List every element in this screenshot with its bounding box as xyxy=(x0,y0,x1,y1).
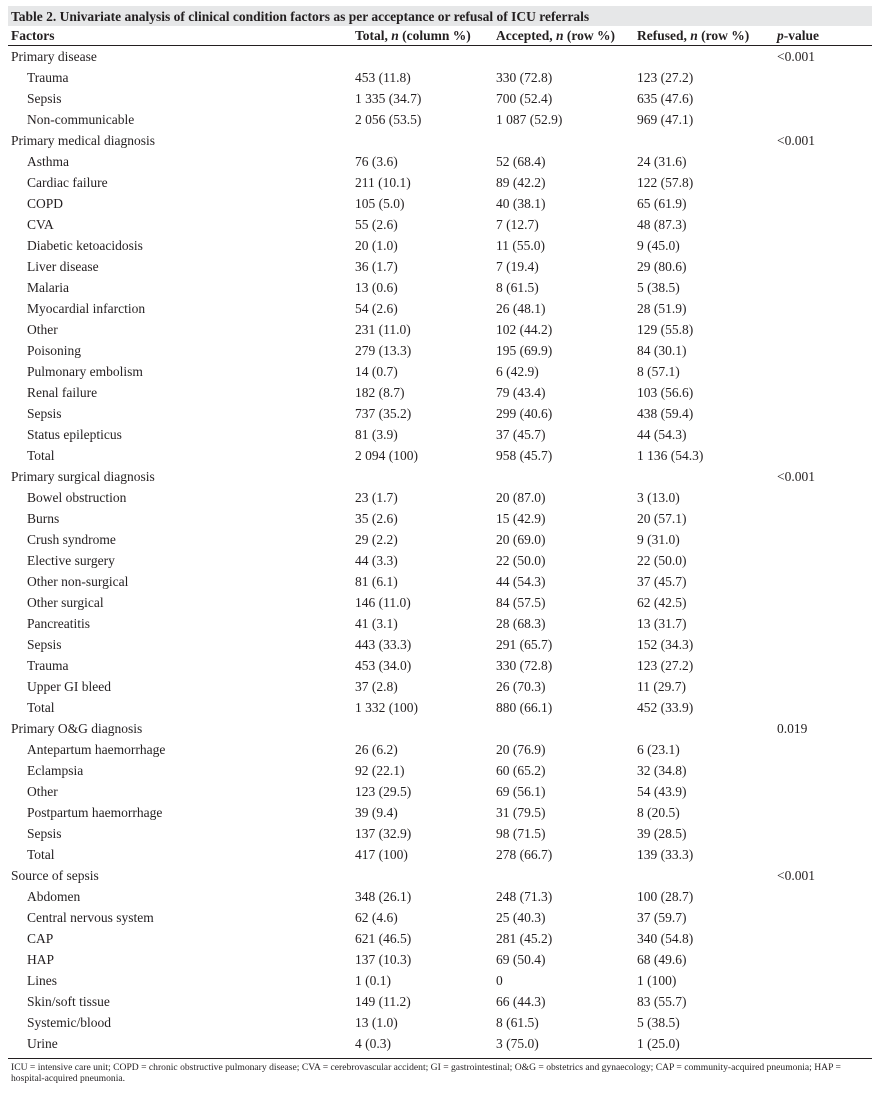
cell-total: 41 (3.1) xyxy=(355,616,398,631)
cell-refused: 438 (59.4) xyxy=(637,406,694,421)
cell-refused: 11 (29.7) xyxy=(637,679,686,694)
cell-total: 123 (29.5) xyxy=(355,784,412,799)
cell-factor: Crush syndrome xyxy=(27,532,116,547)
cell-total: 105 (5.0) xyxy=(355,196,405,211)
cell-factor: Other non-surgical xyxy=(27,574,129,589)
table-row xyxy=(8,298,872,319)
cell-total: 44 (3.3) xyxy=(355,553,398,568)
cell-factor: Trauma xyxy=(27,70,69,85)
cell-accepted: 880 (66.1) xyxy=(496,700,553,715)
cell-refused: 65 (61.9) xyxy=(637,196,687,211)
table-row xyxy=(8,235,872,256)
cell-factor: Total xyxy=(27,448,55,463)
cell-total: 279 (13.3) xyxy=(355,343,412,358)
cell-accepted: 700 (52.4) xyxy=(496,91,553,106)
table-group-row xyxy=(8,466,872,487)
cell-refused: 29 (80.6) xyxy=(637,259,687,274)
cell-accepted: 89 (42.2) xyxy=(496,175,546,190)
table-row xyxy=(8,151,872,172)
table-row xyxy=(8,970,872,991)
table-group-row xyxy=(8,46,872,67)
cell-refused: 62 (42.5) xyxy=(637,595,687,610)
cell-refused: 8 (57.1) xyxy=(637,364,680,379)
table-group-row xyxy=(8,865,872,886)
table-row xyxy=(8,571,872,592)
cell-factor: COPD xyxy=(27,196,64,211)
cell-refused: 139 (33.3) xyxy=(637,847,694,862)
cell-refused: 635 (47.6) xyxy=(637,91,694,106)
cell-total: 231 (11.0) xyxy=(355,322,411,337)
table-row xyxy=(8,655,872,676)
header-accepted: Accepted, n (row %) xyxy=(496,28,615,43)
table-row xyxy=(8,1012,872,1033)
cell-total: 13 (0.6) xyxy=(355,280,398,295)
cell-accepted: 20 (69.0) xyxy=(496,532,546,547)
cell-accepted: 69 (56.1) xyxy=(496,784,546,799)
cell-refused: 123 (27.2) xyxy=(637,658,694,673)
cell-total: 54 (2.6) xyxy=(355,301,398,316)
cell-pvalue: 0.019 xyxy=(777,721,808,736)
cell-factor: Malaria xyxy=(27,280,69,295)
cell-accepted: 60 (65.2) xyxy=(496,763,546,778)
cell-factor: Pancreatitis xyxy=(27,616,90,631)
cell-total: 20 (1.0) xyxy=(355,238,398,253)
cell-accepted: 28 (68.3) xyxy=(496,616,546,631)
cell-refused: 123 (27.2) xyxy=(637,70,694,85)
cell-total: 2 094 (100) xyxy=(355,448,418,463)
cell-accepted: 291 (65.7) xyxy=(496,637,553,652)
cell-total: 36 (1.7) xyxy=(355,259,398,274)
cell-refused: 13 (31.7) xyxy=(637,616,687,631)
cell-refused: 8 (20.5) xyxy=(637,805,680,820)
table-row xyxy=(8,781,872,802)
cell-accepted: 69 (50.4) xyxy=(496,952,546,967)
cell-accepted: 6 (42.9) xyxy=(496,364,539,379)
cell-factor: Eclampsia xyxy=(27,763,84,778)
table-row xyxy=(8,67,872,88)
table-row xyxy=(8,592,872,613)
table-row xyxy=(8,193,872,214)
cell-refused: 969 (47.1) xyxy=(637,112,694,127)
cell-refused: 5 (38.5) xyxy=(637,1015,680,1030)
cell-factor: Trauma xyxy=(27,658,69,673)
cell-factor: Primary medical diagnosis xyxy=(11,133,155,148)
cell-total: 81 (3.9) xyxy=(355,427,398,442)
cell-total: 55 (2.6) xyxy=(355,217,398,232)
table-row xyxy=(8,445,872,466)
cell-refused: 452 (33.9) xyxy=(637,700,694,715)
cell-factor: Elective surgery xyxy=(27,553,115,568)
cell-total: 4 (0.3) xyxy=(355,1036,391,1051)
cell-accepted: 84 (57.5) xyxy=(496,595,546,610)
cell-refused: 32 (34.8) xyxy=(637,763,687,778)
cell-factor: Total xyxy=(27,700,55,715)
cell-factor: Primary O&G diagnosis xyxy=(11,721,143,736)
header-total: Total, n (column %) xyxy=(355,28,471,43)
table-row xyxy=(8,403,872,424)
table-row xyxy=(8,886,872,907)
cell-factor: Sepsis xyxy=(27,91,62,106)
cell-accepted: 278 (66.7) xyxy=(496,847,553,862)
cell-accepted: 37 (45.7) xyxy=(496,427,546,442)
cell-total: 453 (11.8) xyxy=(355,70,411,85)
cell-total: 621 (46.5) xyxy=(355,931,412,946)
cell-total: 13 (1.0) xyxy=(355,1015,398,1030)
cell-factor: Primary surgical diagnosis xyxy=(11,469,155,484)
cell-accepted: 44 (54.3) xyxy=(496,574,546,589)
cell-factor: Upper GI bleed xyxy=(27,679,111,694)
cell-factor: Skin/soft tissue xyxy=(27,994,110,1009)
table-row xyxy=(8,508,872,529)
cell-accepted: 11 (55.0) xyxy=(496,238,545,253)
cell-accepted: 25 (40.3) xyxy=(496,910,546,925)
cell-factor: Sepsis xyxy=(27,406,62,421)
header-refused: Refused, n (row %) xyxy=(637,28,750,43)
cell-factor: Total xyxy=(27,847,55,862)
cell-total: 737 (35.2) xyxy=(355,406,412,421)
table-row xyxy=(8,907,872,928)
table-row xyxy=(8,361,872,382)
cell-accepted: 299 (40.6) xyxy=(496,406,553,421)
table-row xyxy=(8,1033,872,1054)
cell-factor: Pulmonary embolism xyxy=(27,364,143,379)
cell-total: 35 (2.6) xyxy=(355,511,398,526)
cell-total: 417 (100) xyxy=(355,847,408,862)
table-row xyxy=(8,319,872,340)
table-row xyxy=(8,991,872,1012)
cell-total: 26 (6.2) xyxy=(355,742,398,757)
cell-factor: Other xyxy=(27,784,58,799)
table-row xyxy=(8,928,872,949)
cell-refused: 84 (30.1) xyxy=(637,343,687,358)
cell-refused: 37 (59.7) xyxy=(637,910,687,925)
cell-accepted: 195 (69.9) xyxy=(496,343,553,358)
table-row xyxy=(8,697,872,718)
cell-total: 182 (8.7) xyxy=(355,385,405,400)
table-row xyxy=(8,277,872,298)
cell-accepted: 7 (12.7) xyxy=(496,217,539,232)
cell-refused: 152 (34.3) xyxy=(637,637,694,652)
header-pvalue: p-value xyxy=(777,28,819,43)
table-row xyxy=(8,424,872,445)
cell-factor: Lines xyxy=(27,973,57,988)
cell-total: 443 (33.3) xyxy=(355,637,412,652)
cell-accepted: 40 (38.1) xyxy=(496,196,546,211)
cell-accepted: 26 (48.1) xyxy=(496,301,546,316)
table-row xyxy=(8,760,872,781)
table-caption: Table 2. Univariate analysis of clinical condition factors as per acceptance or refusal of ICU referrals xyxy=(8,6,872,26)
cell-total: 211 (10.1) xyxy=(355,175,411,190)
table-group-row xyxy=(8,718,872,739)
cell-refused: 9 (45.0) xyxy=(637,238,680,253)
cell-refused: 1 136 (54.3) xyxy=(637,448,704,463)
table-row xyxy=(8,340,872,361)
cell-factor: Diabetic ketoacidosis xyxy=(27,238,143,253)
table-row xyxy=(8,109,872,130)
cell-total: 23 (1.7) xyxy=(355,490,398,505)
cell-refused: 1 (25.0) xyxy=(637,1036,680,1051)
cell-refused: 103 (56.6) xyxy=(637,385,694,400)
cell-total: 1 332 (100) xyxy=(355,700,418,715)
cell-accepted: 98 (71.5) xyxy=(496,826,546,841)
cell-factor: Burns xyxy=(27,511,60,526)
cell-accepted: 20 (87.0) xyxy=(496,490,546,505)
cell-total: 146 (11.0) xyxy=(355,595,411,610)
cell-refused: 37 (45.7) xyxy=(637,574,687,589)
cell-accepted: 20 (76.9) xyxy=(496,742,546,757)
cell-refused: 44 (54.3) xyxy=(637,427,687,442)
cell-accepted: 248 (71.3) xyxy=(496,889,553,904)
table-row xyxy=(8,487,872,508)
cell-accepted: 1 087 (52.9) xyxy=(496,112,563,127)
cell-factor: Myocardial infarction xyxy=(27,301,146,316)
cell-factor: Antepartum haemorrhage xyxy=(27,742,166,757)
table-row xyxy=(8,613,872,634)
cell-accepted: 15 (42.9) xyxy=(496,511,546,526)
cell-factor: CVA xyxy=(27,217,54,232)
cell-refused: 6 (23.1) xyxy=(637,742,680,757)
cell-refused: 3 (13.0) xyxy=(637,490,680,505)
cell-total: 62 (4.6) xyxy=(355,910,398,925)
table-footnote: ICU = intensive care unit; COPD = chronic obstructive pulmonary disease; CVA = cerebrovascular accident; GI = gastrointestinal; O&G = obstetrics and gynaecology; CAP = community-acquired pneumonia; HAP = hospital-acquired pneumonia. xyxy=(11,1062,841,1084)
table-row xyxy=(8,739,872,760)
cell-factor: Sepsis xyxy=(27,826,62,841)
cell-factor: Urine xyxy=(27,1036,58,1051)
cell-total: 1 335 (34.7) xyxy=(355,91,422,106)
table-group-row xyxy=(8,130,872,151)
cell-factor: Sepsis xyxy=(27,637,62,652)
cell-accepted: 79 (43.4) xyxy=(496,385,546,400)
cell-accepted: 8 (61.5) xyxy=(496,280,539,295)
cell-factor: Central nervous system xyxy=(27,910,154,925)
table-row xyxy=(8,550,872,571)
cell-factor: Liver disease xyxy=(27,259,99,274)
cell-refused: 129 (55.8) xyxy=(637,322,694,337)
cell-factor: Non-communicable xyxy=(27,112,135,127)
cell-accepted: 330 (72.8) xyxy=(496,70,553,85)
cell-factor: Cardiac failure xyxy=(27,175,108,190)
cell-total: 137 (10.3) xyxy=(355,952,412,967)
cell-factor: Postpartum haemorrhage xyxy=(27,805,163,820)
table-row xyxy=(8,949,872,970)
cell-accepted: 22 (50.0) xyxy=(496,553,546,568)
cell-total: 29 (2.2) xyxy=(355,532,398,547)
cell-total: 37 (2.8) xyxy=(355,679,398,694)
cell-accepted: 52 (68.4) xyxy=(496,154,546,169)
table-row xyxy=(8,823,872,844)
cell-total: 137 (32.9) xyxy=(355,826,412,841)
cell-pvalue: <0.001 xyxy=(777,133,815,148)
table-row xyxy=(8,802,872,823)
cell-total: 453 (34.0) xyxy=(355,658,412,673)
cell-factor: Renal failure xyxy=(27,385,98,400)
table-row xyxy=(8,529,872,550)
cell-refused: 122 (57.8) xyxy=(637,175,694,190)
cell-pvalue: <0.001 xyxy=(777,868,815,883)
cell-total: 92 (22.1) xyxy=(355,763,405,778)
cell-total: 14 (0.7) xyxy=(355,364,398,379)
cell-factor: Other xyxy=(27,322,58,337)
cell-factor: Status epilepticus xyxy=(27,427,122,442)
cell-factor: Abdomen xyxy=(27,889,81,904)
cell-accepted: 66 (44.3) xyxy=(496,994,546,1009)
cell-accepted: 0 xyxy=(496,973,503,988)
cell-refused: 100 (28.7) xyxy=(637,889,694,904)
cell-refused: 9 (31.0) xyxy=(637,532,680,547)
cell-accepted: 3 (75.0) xyxy=(496,1036,539,1051)
cell-factor: Bowel obstruction xyxy=(27,490,127,505)
cell-accepted: 281 (45.2) xyxy=(496,931,553,946)
cell-refused: 54 (43.9) xyxy=(637,784,687,799)
cell-accepted: 31 (79.5) xyxy=(496,805,546,820)
table-row xyxy=(8,172,872,193)
table-row xyxy=(8,382,872,403)
cell-refused: 83 (55.7) xyxy=(637,994,687,1009)
cell-factor: Systemic/blood xyxy=(27,1015,111,1030)
cell-factor: Asthma xyxy=(27,154,69,169)
cell-total: 2 056 (53.5) xyxy=(355,112,422,127)
cell-factor: Primary disease xyxy=(11,49,97,64)
cell-factor: Other surgical xyxy=(27,595,104,610)
table-row xyxy=(8,634,872,655)
cell-total: 39 (9.4) xyxy=(355,805,398,820)
cell-total: 1 (0.1) xyxy=(355,973,391,988)
table-row xyxy=(8,256,872,277)
cell-refused: 48 (87.3) xyxy=(637,217,687,232)
cell-refused: 68 (49.6) xyxy=(637,952,687,967)
table-row xyxy=(8,214,872,235)
cell-total: 81 (6.1) xyxy=(355,574,398,589)
cell-refused: 20 (57.1) xyxy=(637,511,687,526)
cell-refused: 28 (51.9) xyxy=(637,301,687,316)
table-row xyxy=(8,88,872,109)
table-document xyxy=(8,6,872,1084)
cell-accepted: 958 (45.7) xyxy=(496,448,553,463)
cell-refused: 39 (28.5) xyxy=(637,826,687,841)
table-body xyxy=(8,46,872,1054)
cell-refused: 24 (31.6) xyxy=(637,154,687,169)
table-header-row xyxy=(8,26,872,46)
cell-pvalue: <0.001 xyxy=(777,49,815,64)
cell-accepted: 7 (19.4) xyxy=(496,259,539,274)
cell-factor: HAP xyxy=(27,952,55,967)
cell-factor: Source of sepsis xyxy=(11,868,99,883)
cell-accepted: 26 (70.3) xyxy=(496,679,546,694)
cell-refused: 1 (100) xyxy=(637,973,677,988)
cell-total: 76 (3.6) xyxy=(355,154,398,169)
cell-pvalue: <0.001 xyxy=(777,469,815,484)
table-row xyxy=(8,844,872,865)
header-factors: Factors xyxy=(11,28,55,43)
cell-factor: Poisoning xyxy=(27,343,82,358)
table-row xyxy=(8,676,872,697)
cell-factor: CAP xyxy=(27,931,54,946)
cell-refused: 340 (54.8) xyxy=(637,931,694,946)
cell-accepted: 102 (44.2) xyxy=(496,322,553,337)
cell-refused: 5 (38.5) xyxy=(637,280,680,295)
cell-total: 348 (26.1) xyxy=(355,889,412,904)
cell-accepted: 8 (61.5) xyxy=(496,1015,539,1030)
cell-refused: 22 (50.0) xyxy=(637,553,687,568)
cell-accepted: 330 (72.8) xyxy=(496,658,553,673)
cell-total: 149 (11.2) xyxy=(355,994,411,1009)
